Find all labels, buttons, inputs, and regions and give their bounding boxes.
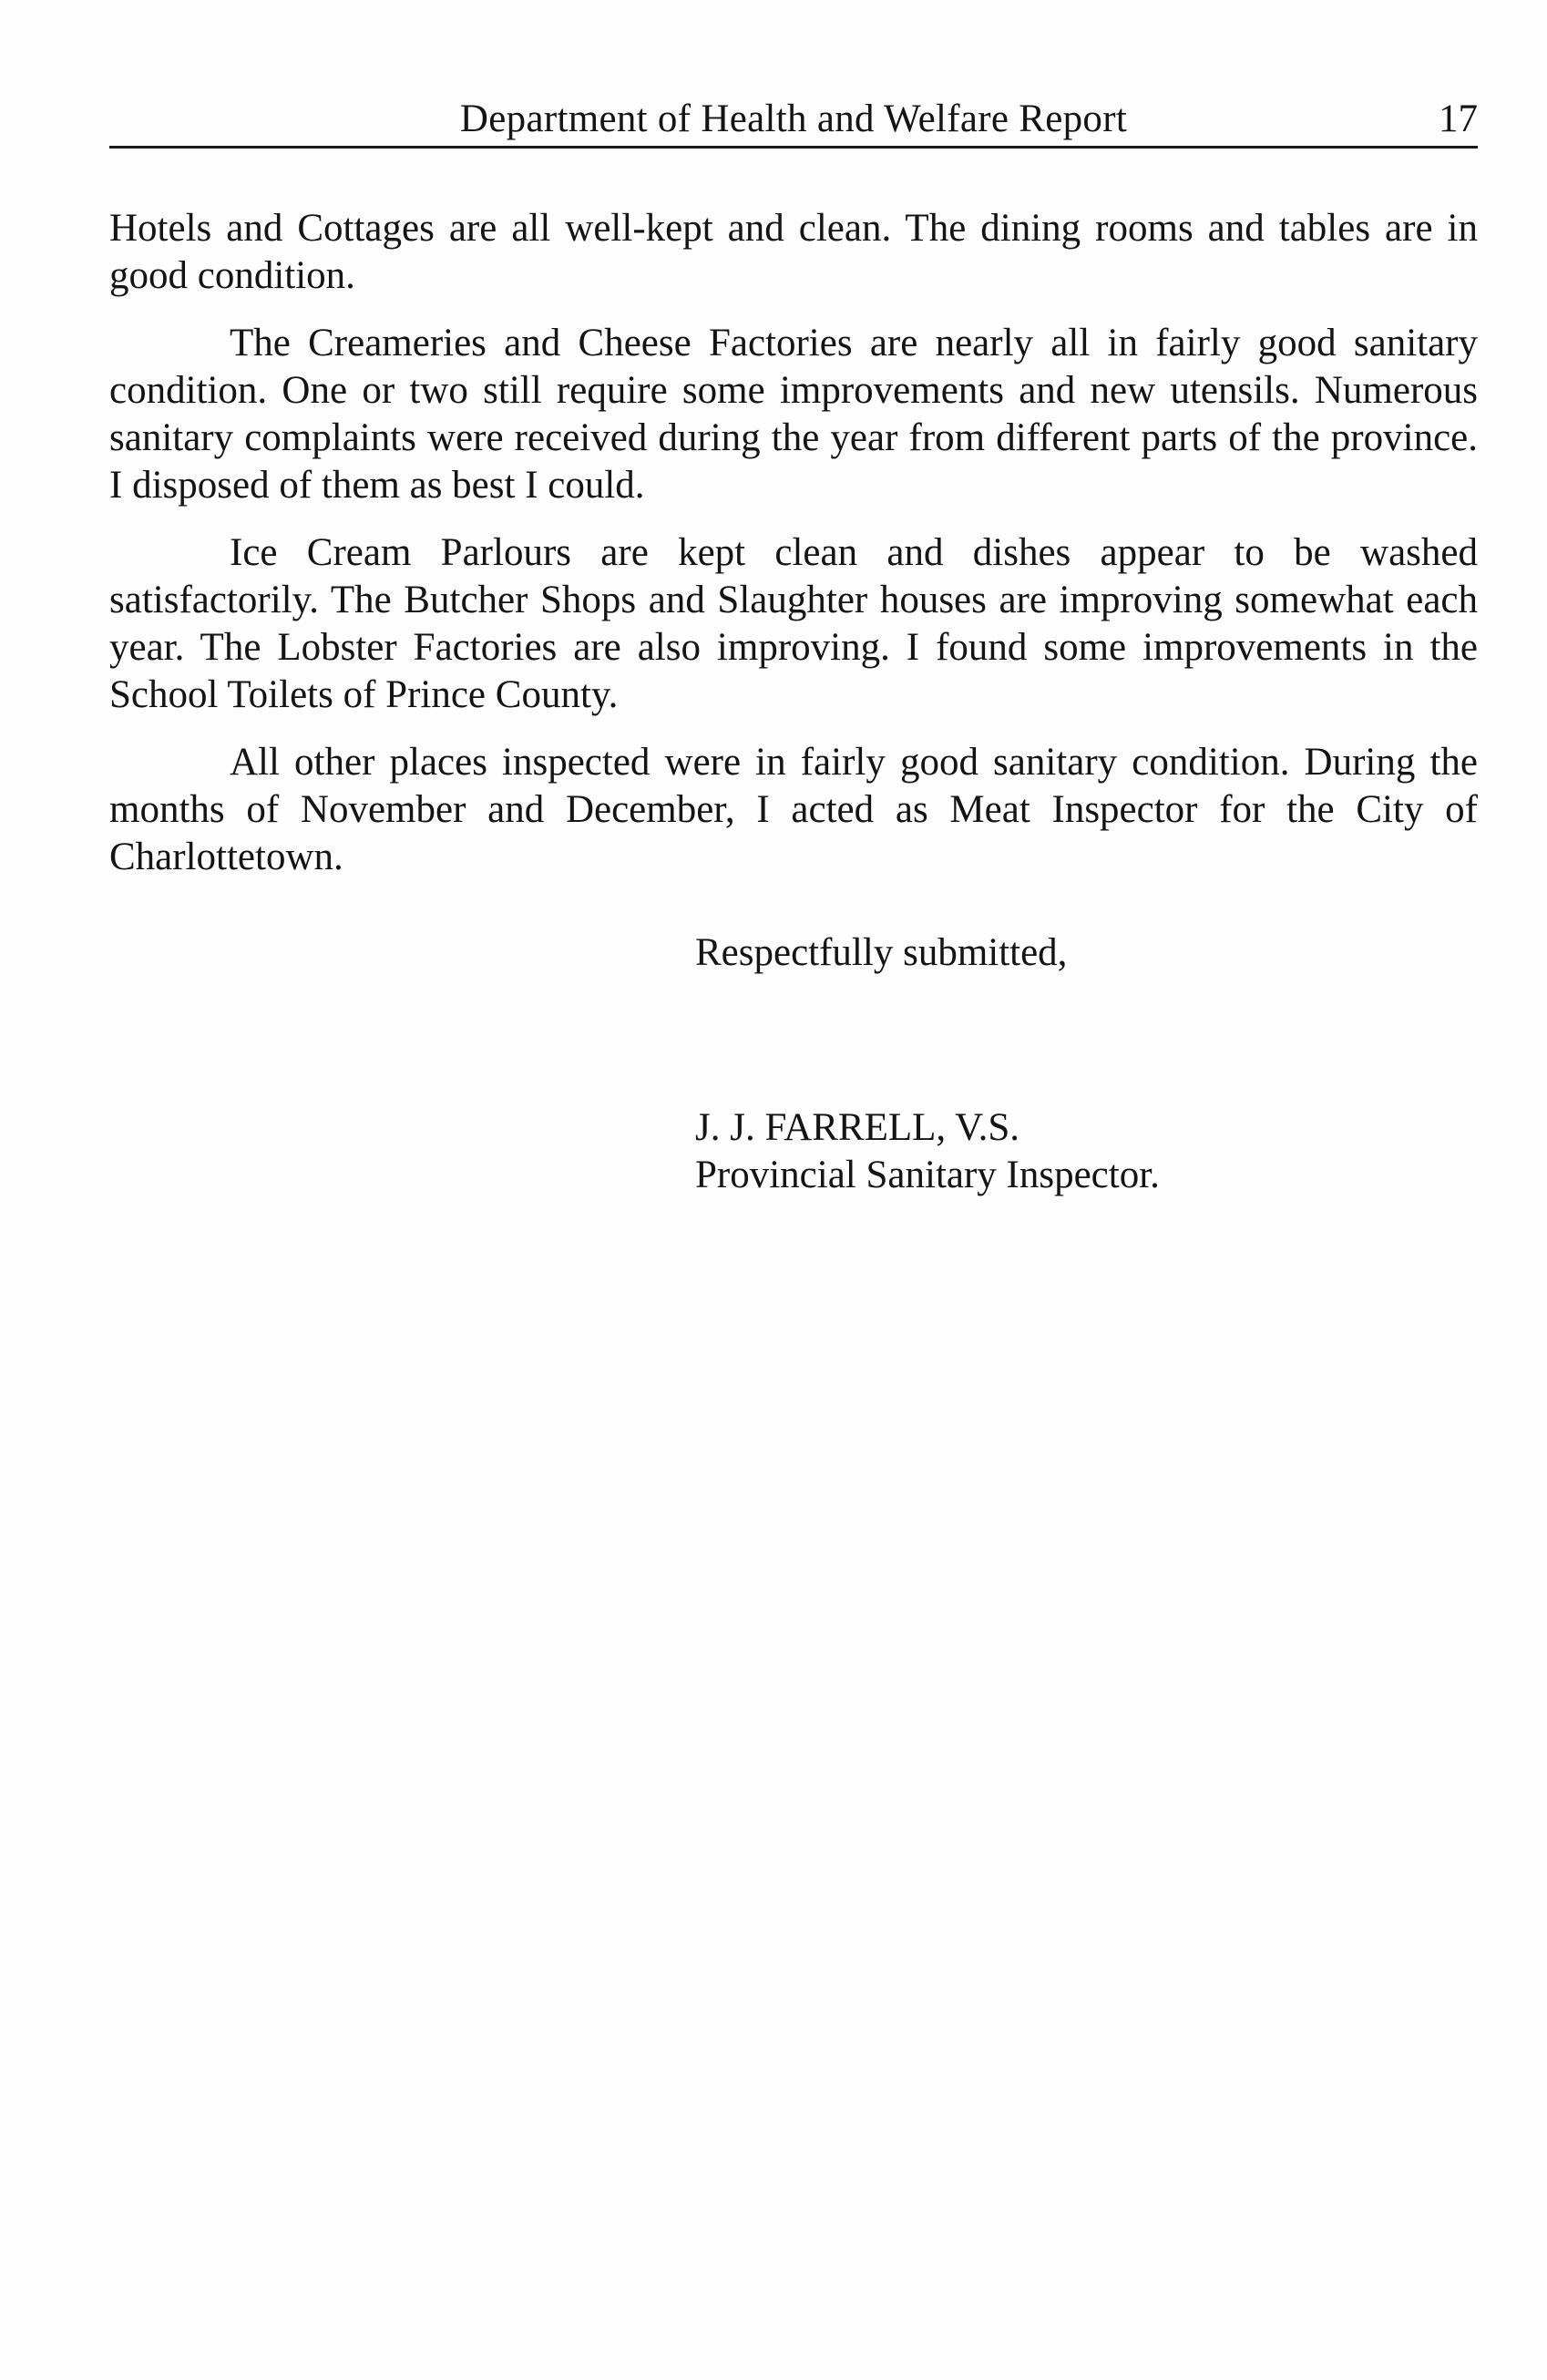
report-body xyxy=(109,205,1478,901)
signature-block xyxy=(695,1104,1160,1199)
page-number: 17 xyxy=(1439,97,1478,140)
paragraph-ice-cream: Ice Cream Parlours are kept clean and dishes appear to be washed satisfactorily. The Butcher Shops and Slaughter houses are improving somewhat each year. The Lobster Factories are also improving. I found some improvements in the School Toilets of Prince County. xyxy=(109,531,1478,716)
signatory-name: J. J. FARRELL, V.S. xyxy=(695,1106,1020,1149)
paragraph-creameries: The Creameries and Cheese Factories are nearly all in fairly good sanitary condition. One or two still require some improvements and new utensils. Numerous sanitary complaints were received during the year from different parts of the province. I disposed of them as best I could. xyxy=(109,322,1478,507)
header-title: Department of Health and Welfare Report xyxy=(459,97,1128,140)
signatory-title: Provincial Sanitary Inspector. xyxy=(695,1154,1160,1196)
closing-salutation: Respectfully submitted, xyxy=(695,931,1068,974)
running-header xyxy=(109,91,1478,149)
paragraph-other-places: All other places inspected were in fairly good sanitary condition. During the months of November and December, I acted as Meat Inspector for the City of Charlottetown. xyxy=(109,741,1478,878)
paragraph-hotels: Hotels and Cottages are all well-kept and clean. The dining rooms and tables are in good condition. xyxy=(109,207,1478,297)
